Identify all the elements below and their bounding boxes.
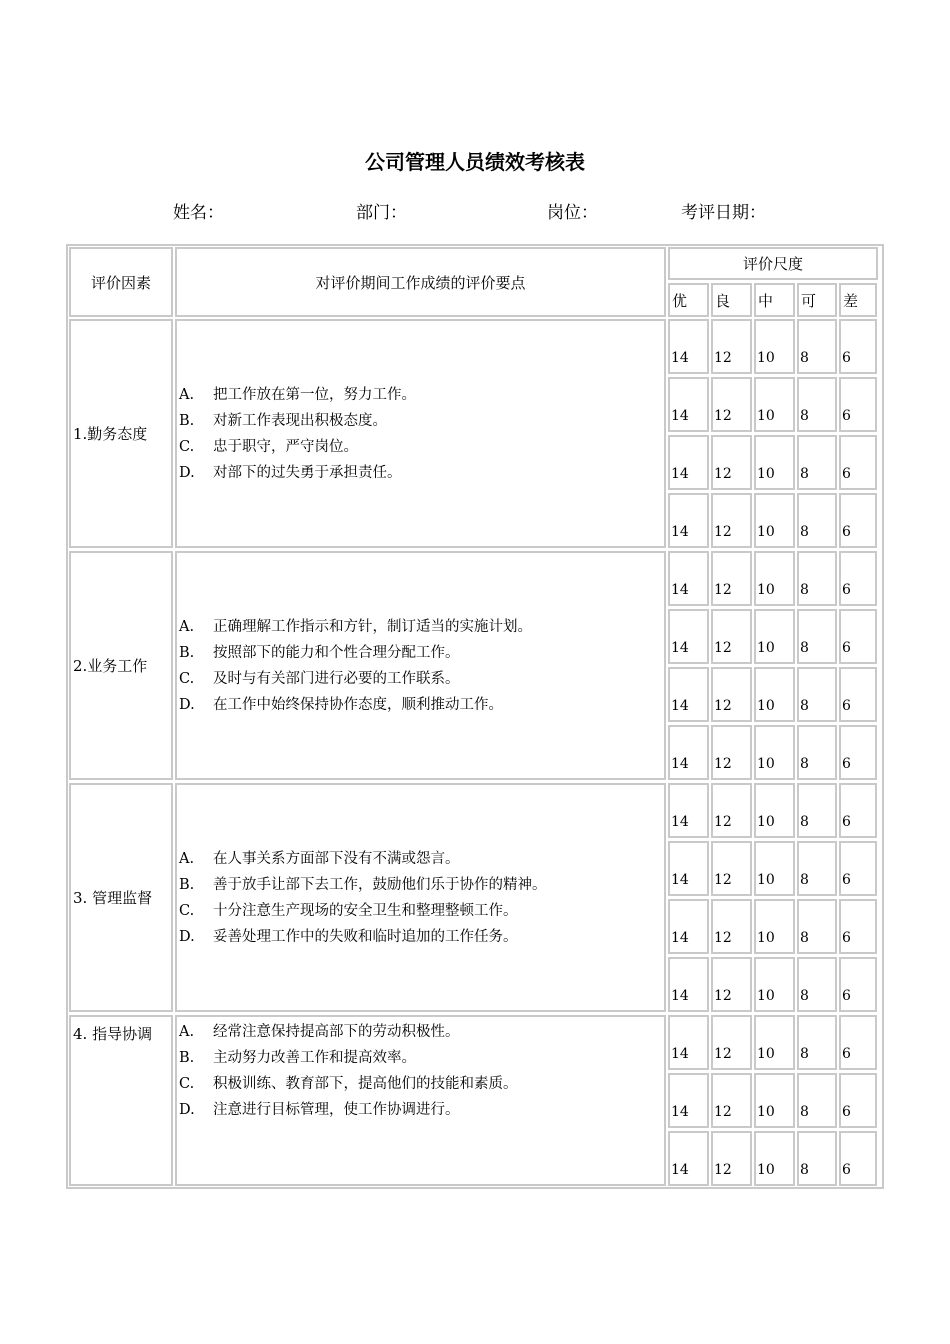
point-text: 对部下的过失勇于承担责任。 bbox=[213, 464, 402, 481]
factor-cell: 2.业务工作 bbox=[69, 551, 173, 780]
point-letter: D. bbox=[179, 696, 195, 713]
score-cell: 10 bbox=[754, 435, 795, 490]
point-letter: B. bbox=[179, 1050, 195, 1066]
point-text: 忠于职守，严守岗位。 bbox=[213, 438, 358, 455]
score-cell: 8 bbox=[797, 899, 837, 954]
point-letter: C. bbox=[179, 438, 195, 455]
score-cell: 8 bbox=[797, 783, 837, 838]
position-label: 岗位： bbox=[547, 203, 598, 223]
score-cell: 10 bbox=[754, 609, 795, 664]
point-letter: A. bbox=[179, 618, 195, 635]
score-cell: 14 bbox=[668, 1131, 709, 1186]
score-cell: 8 bbox=[797, 377, 837, 432]
score-cell: 6 bbox=[839, 667, 877, 722]
score-cell: 12 bbox=[711, 899, 752, 954]
point-text: 积极训练、教育部下，提高他们的技能和素质。 bbox=[213, 1076, 518, 1092]
score-cell: 6 bbox=[839, 783, 877, 838]
score-cell: 6 bbox=[839, 1131, 877, 1186]
point-text: 十分注意生产现场的安全卫生和整理整顿工作。 bbox=[213, 902, 518, 919]
point-text: 把工作放在第一位，努力工作。 bbox=[213, 386, 416, 403]
evaluation-point bbox=[179, 872, 664, 898]
score-cell: 14 bbox=[668, 377, 709, 432]
point-letter: A. bbox=[179, 1024, 195, 1040]
score-cell: 10 bbox=[754, 1015, 795, 1070]
score-cell: 10 bbox=[754, 551, 795, 606]
score-cell: 12 bbox=[711, 957, 752, 1012]
score-cell: 8 bbox=[797, 609, 837, 664]
score-cell: 14 bbox=[668, 435, 709, 490]
point-text: 主动努力改善工作和提高效率。 bbox=[213, 1050, 416, 1066]
score-cell: 14 bbox=[668, 725, 709, 780]
score-cell: 14 bbox=[668, 841, 709, 896]
factor-cell: 3. 管理监督 bbox=[69, 783, 173, 1012]
score-cell: 6 bbox=[839, 841, 877, 896]
evaluation-point bbox=[179, 1071, 664, 1097]
point-text: 在人事关系方面部下没有不满或怨言。 bbox=[213, 850, 460, 867]
score-cell: 12 bbox=[711, 725, 752, 780]
point-letter: A. bbox=[179, 850, 195, 867]
points-cell bbox=[175, 783, 666, 1012]
scale-level-3: 中 bbox=[754, 283, 795, 317]
evaluation-point bbox=[179, 408, 664, 434]
score-cell: 12 bbox=[711, 841, 752, 896]
score-cell: 8 bbox=[797, 725, 837, 780]
score-cell: 6 bbox=[839, 1073, 877, 1128]
header-points: 对评价期间工作成绩的评价要点 bbox=[175, 247, 666, 317]
point-text: 经常注意保持提高部下的劳动积极性。 bbox=[213, 1024, 460, 1040]
point-text: 在工作中始终保持协作态度，顺利推动工作。 bbox=[213, 696, 503, 713]
score-cell: 14 bbox=[668, 609, 709, 664]
score-cell: 10 bbox=[754, 957, 795, 1012]
score-cell: 14 bbox=[668, 493, 709, 548]
score-cell: 6 bbox=[839, 435, 877, 490]
evaluation-point bbox=[179, 898, 664, 924]
point-letter: C. bbox=[179, 670, 195, 687]
score-cell: 6 bbox=[839, 899, 877, 954]
score-cell: 10 bbox=[754, 783, 795, 838]
score-cell: 8 bbox=[797, 1073, 837, 1128]
evaluation-point bbox=[179, 434, 664, 460]
evaluation-point bbox=[179, 846, 664, 872]
score-cell: 12 bbox=[711, 783, 752, 838]
score-cell: 14 bbox=[668, 551, 709, 606]
point-text: 注意进行目标管理，使工作协调进行。 bbox=[213, 1102, 460, 1118]
point-letter: C. bbox=[179, 902, 195, 919]
factor-cell: 1.勤务态度 bbox=[69, 319, 173, 548]
point-text: 及时与有关部门进行必要的工作联系。 bbox=[213, 670, 460, 687]
point-letter: B. bbox=[179, 412, 195, 429]
score-cell: 10 bbox=[754, 725, 795, 780]
evaluation-point bbox=[179, 382, 664, 408]
score-cell: 12 bbox=[711, 377, 752, 432]
evaluation-point bbox=[179, 614, 664, 640]
point-letter: A. bbox=[179, 386, 195, 403]
score-cell: 10 bbox=[754, 841, 795, 896]
evaluation-point bbox=[179, 692, 664, 718]
department-label: 部门： bbox=[356, 203, 407, 223]
score-cell: 14 bbox=[668, 1015, 709, 1070]
evaluation-point bbox=[179, 1045, 664, 1071]
score-cell: 10 bbox=[754, 319, 795, 374]
score-cell: 6 bbox=[839, 319, 877, 374]
point-text: 按照部下的能力和个性合理分配工作。 bbox=[213, 644, 460, 661]
point-letter: C. bbox=[179, 1076, 195, 1092]
point-text: 善于放手让部下去工作，鼓励他们乐于协作的精神。 bbox=[213, 876, 547, 893]
point-text: 对新工作表现出积极态度。 bbox=[213, 412, 387, 429]
score-cell: 6 bbox=[839, 725, 877, 780]
score-cell: 8 bbox=[797, 1131, 837, 1186]
factor-cell: 4. 指导协调 bbox=[69, 1015, 173, 1186]
point-letter: D. bbox=[179, 464, 195, 481]
point-text: 正确理解工作指示和方针，制订适当的实施计划。 bbox=[213, 618, 532, 635]
score-cell: 10 bbox=[754, 899, 795, 954]
score-cell: 14 bbox=[668, 899, 709, 954]
score-cell: 8 bbox=[797, 841, 837, 896]
score-cell: 8 bbox=[797, 493, 837, 548]
score-cell: 12 bbox=[711, 319, 752, 374]
score-cell: 12 bbox=[711, 435, 752, 490]
score-cell: 14 bbox=[668, 957, 709, 1012]
score-cell: 10 bbox=[754, 667, 795, 722]
score-cell: 6 bbox=[839, 377, 877, 432]
page-title: 公司管理人员绩效考核表 bbox=[365, 150, 585, 174]
name-label: 姓名： bbox=[173, 203, 224, 223]
point-text: 妥善处理工作中的失败和临时追加的工作任务。 bbox=[213, 928, 518, 945]
evaluation-point bbox=[179, 666, 664, 692]
score-cell: 6 bbox=[839, 493, 877, 548]
score-cell: 10 bbox=[754, 1131, 795, 1186]
score-cell: 8 bbox=[797, 435, 837, 490]
score-cell: 14 bbox=[668, 319, 709, 374]
score-cell: 12 bbox=[711, 609, 752, 664]
points-cell bbox=[175, 319, 666, 548]
evaluation-point bbox=[179, 640, 664, 666]
score-cell: 12 bbox=[711, 667, 752, 722]
score-cell: 8 bbox=[797, 957, 837, 1012]
score-cell: 8 bbox=[797, 551, 837, 606]
point-letter: B. bbox=[179, 876, 195, 893]
points-cell bbox=[175, 1015, 666, 1186]
point-letter: B. bbox=[179, 644, 195, 661]
score-cell: 10 bbox=[754, 1073, 795, 1128]
scale-level-5: 差 bbox=[839, 283, 877, 317]
score-cell: 12 bbox=[711, 1073, 752, 1128]
scale-level-1: 优 bbox=[668, 283, 709, 317]
score-cell: 8 bbox=[797, 319, 837, 374]
score-cell: 12 bbox=[711, 1015, 752, 1070]
header-factor: 评价因素 bbox=[69, 247, 173, 317]
point-letter: D. bbox=[179, 1102, 195, 1118]
score-cell: 12 bbox=[711, 551, 752, 606]
point-letter: D. bbox=[179, 928, 195, 945]
score-cell: 10 bbox=[754, 493, 795, 548]
score-cell: 12 bbox=[711, 493, 752, 548]
score-cell: 8 bbox=[797, 667, 837, 722]
score-cell: 6 bbox=[839, 551, 877, 606]
review-date-label: 考评日期： bbox=[681, 203, 766, 223]
evaluation-point bbox=[179, 1097, 664, 1123]
evaluation-point bbox=[179, 924, 664, 950]
score-cell: 10 bbox=[754, 377, 795, 432]
score-cell: 8 bbox=[797, 1015, 837, 1070]
scale-level-4: 可 bbox=[797, 283, 837, 317]
header-scale: 评价尺度 bbox=[668, 247, 878, 280]
score-cell: 14 bbox=[668, 667, 709, 722]
score-cell: 12 bbox=[711, 1131, 752, 1186]
scale-level-2: 良 bbox=[711, 283, 752, 317]
score-cell: 6 bbox=[839, 1015, 877, 1070]
score-cell: 14 bbox=[668, 783, 709, 838]
score-cell: 6 bbox=[839, 957, 877, 1012]
score-cell: 14 bbox=[668, 1073, 709, 1128]
score-cell: 6 bbox=[839, 609, 877, 664]
evaluation-point bbox=[179, 1019, 664, 1045]
points-cell bbox=[175, 551, 666, 780]
evaluation-point bbox=[179, 460, 664, 486]
